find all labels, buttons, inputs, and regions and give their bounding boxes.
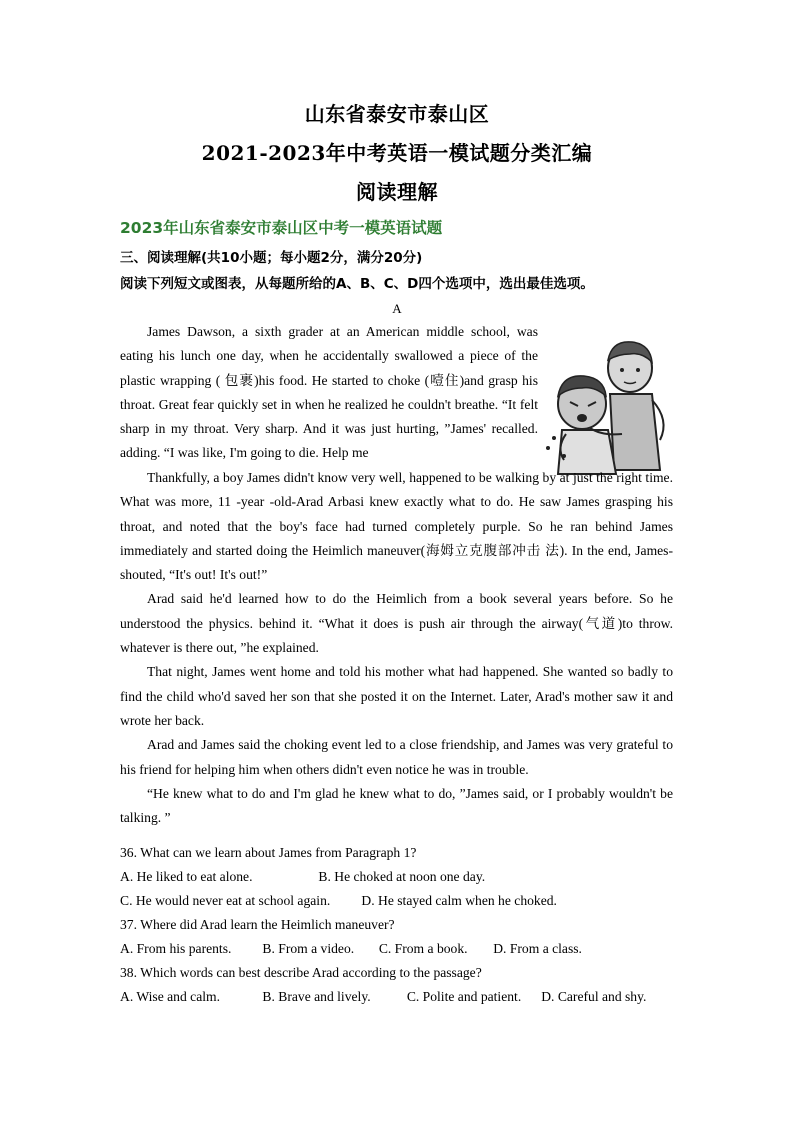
passage-letter: A	[392, 301, 402, 316]
question-36-option-a[interactable]: A. He liked to eat alone.	[120, 869, 253, 884]
document-title-line1: 山东省泰安市泰山区	[304, 102, 490, 126]
part-heading: 三、阅读理解(共10小题；每小题2分，满分20分)	[120, 250, 423, 266]
paragraph-6-text: “He knew what to do and I'm glad he knew what to do, ”James said, or I probably wouldn't be talking. ”	[120, 785, 673, 826]
question-38-option-a[interactable]: A. Wise and calm.	[120, 989, 220, 1004]
question-38-option-c[interactable]: C. Polite and patient.	[406, 989, 522, 1004]
question-37-options	[120, 941, 680, 957]
paragraph-2-text: Thankfully, a boy James didn't know very well, happened to be walking by at just the right time. What was more, 11 -year -old-Arad Arbasi knew exactly what to do. He saw James grasping his throat, and noted that the boy's face had turned completely purple. So he ran behind James immediately and started doing the Heimlich maneuver(海姆立克腹部冲击 法). In the end, James-shouted, “It's out! It's out!”	[120, 470, 673, 583]
question-38-options	[120, 989, 680, 1005]
question-37-option-a[interactable]: A. From his parents.	[120, 941, 232, 956]
instruction: 阅读下列短文或图表，从每题所给的A、B、C、D四个选项中，选出最佳选项。	[120, 276, 594, 292]
paragraph-3-text: Arad said he'd learned how to do the Heimlich from a book several years before. So he understood the physics. behind it. “What it does is push air through the airway(气道)to throw. whatever is there out, ”he explained.	[120, 591, 673, 656]
question-37-stem: 37. Where did Arad learn the Heimlich maneuver?	[120, 917, 395, 932]
paragraph-1-text: James Dawson, a sixth grader at an American middle school, was eating his lunch one day, when he accidentally swallowed a piece of the plastic wrapping ( 包裹)his food. He started to choke (噎住)and grasp his throat. Great fear quickly set in when he realized he couldn't breathe. “It felt sharp in my throat. Very sharp. And it was just hurting, ”James' recalled. adding. “I was like, I'm going to die. Help me	[120, 324, 538, 461]
passage-body	[120, 466, 673, 830]
question-38-option-d[interactable]: D. Careful and shy.	[541, 989, 647, 1004]
document-title-line2: 2021-2023年中考英语一模试题分类汇编	[201, 141, 593, 165]
question-37-option-d[interactable]: D. From a class.	[493, 941, 582, 956]
question-36-options-row1	[120, 869, 680, 885]
question-38-option-b[interactable]: B. Brave and lively.	[262, 989, 371, 1004]
passage-paragraph-1	[120, 320, 538, 466]
question-37-option-c[interactable]: C. From a book.	[378, 941, 468, 956]
question-36-option-c[interactable]: C. He would never eat at school again.	[120, 893, 331, 908]
question-36-stem: 36. What can we learn about James from Paragraph 1?	[120, 845, 417, 860]
question-37-option-b[interactable]: B. From a video.	[262, 941, 355, 956]
two-boys-heimlich-illustration	[542, 330, 688, 478]
question-38-stem: 38. Which words can best describe Arad according to the passage?	[120, 965, 482, 980]
exam-title: 2023年山东省泰安市泰山区中考一模英语试题	[120, 219, 443, 237]
illustration-icon	[542, 330, 688, 478]
paragraph-4-text: That night, James went home and told his mother what had happened. She wanted so badly to find the child who'd saved her son that she posted it on the Internet. Later, Arad's mother saw it and wrote her back.	[120, 664, 673, 728]
question-36-option-d[interactable]: D. He stayed calm when he choked.	[361, 893, 557, 908]
question-36-option-b[interactable]: B. He choked at noon one day.	[318, 869, 486, 884]
document-title-line3: 阅读理解	[356, 180, 438, 204]
paragraph-5-text: Arad and James said the choking event led to a close friendship, and James was very grateful to his friend for helping him when others didn't even notice he was in trouble.	[120, 737, 673, 777]
question-36-options-row2	[120, 893, 680, 909]
